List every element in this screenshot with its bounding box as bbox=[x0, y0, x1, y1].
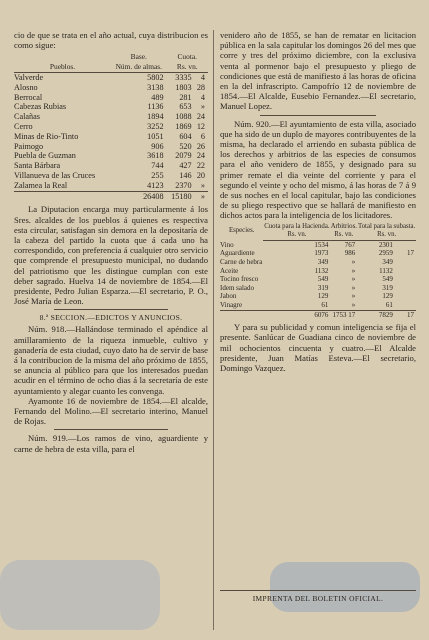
cell-name: Cabezas Rubias bbox=[14, 102, 67, 112]
total-subasta-cents: 17 bbox=[395, 310, 416, 319]
cell-almas: 3252 bbox=[147, 121, 164, 131]
cell-d bbox=[395, 284, 416, 293]
printer-imprint: IMPRENTA DEL BOLETIN OFICIAL. bbox=[220, 590, 416, 603]
cell-almas: 255 bbox=[151, 170, 164, 180]
total-almas: 26408 bbox=[111, 191, 166, 201]
cell-a: 1132 bbox=[314, 266, 329, 275]
cell-rs: 2370 bbox=[175, 180, 192, 190]
cell-name: Zalamea la Real bbox=[14, 180, 68, 190]
notice-918-signature: Ayamonte 16 de noviembre de 1854.—El alcalde, Fernando del Molino.—El secretario interino, Manuel de Rojas. bbox=[14, 395, 208, 427]
table-row bbox=[14, 93, 208, 103]
header-base: Base. bbox=[130, 52, 147, 62]
cell-b: » bbox=[351, 283, 356, 292]
cell-almas: 1051 bbox=[147, 131, 164, 141]
cell-name: Valverde bbox=[14, 73, 44, 82]
especies-rows bbox=[220, 240, 416, 310]
cell-name: Vino bbox=[220, 240, 234, 249]
cell-d bbox=[395, 275, 416, 284]
cell-a: 1534 bbox=[314, 240, 329, 249]
cell-b: » bbox=[351, 301, 356, 309]
cell-c: 24 bbox=[196, 151, 205, 161]
separator bbox=[54, 309, 168, 310]
cell-c: » bbox=[200, 180, 205, 190]
cell-almas: 744 bbox=[151, 161, 164, 171]
cell-name: Jabon bbox=[220, 292, 237, 301]
cell-c: 6 bbox=[200, 131, 205, 141]
cell-a: 1973 bbox=[314, 249, 329, 258]
cell-rs: 1803 bbox=[175, 82, 192, 92]
cell-almas: 906 bbox=[151, 141, 164, 151]
header-rs: Rs. vn. bbox=[167, 62, 208, 72]
cell-b: 767 bbox=[344, 240, 356, 249]
cell-a: 129 bbox=[317, 292, 329, 301]
cell-rs: 520 bbox=[179, 141, 192, 151]
especies-total-row bbox=[220, 310, 416, 319]
table-row bbox=[220, 240, 416, 249]
pueblos-total-row bbox=[14, 191, 208, 201]
cell-name: Villanueva de las Cruces bbox=[14, 170, 96, 180]
cell-c: 4 bbox=[200, 73, 205, 82]
table-row bbox=[220, 301, 416, 310]
cell-name: Aceite bbox=[220, 266, 239, 275]
cell-name: Aguardiente bbox=[220, 249, 255, 258]
diputacion-paragraph: La Diputacion encarga muy particularmente á los Sres. alcaldes de los pueblos á quienes es respectiva esta circular, satisfagan sin demora en la depositaría de la cabeza del partido la cuota que á cada uno ha correspondido, con preferencia á cualquier otro servicio que comprende el presupuesto municipal, no dudando del patriotismo que les distingue cumplan con este deber sagrado. Huelva 14 de noviembre de 1854.—El presidente, Pedro Julian Esparza.—El secretario, P. O., José María de Leon. bbox=[14, 204, 208, 307]
cell-a: 349 bbox=[317, 258, 329, 267]
header-rs-3: Rs. vn. bbox=[357, 231, 416, 240]
cell-rs: 604 bbox=[179, 131, 192, 141]
cell-name: Carne de hebra bbox=[220, 258, 263, 267]
header-especies: Especies. bbox=[228, 227, 255, 235]
ink-stain bbox=[270, 562, 420, 612]
notice-919-continued: venidero año de 1855, se han de rematar en licitacion pública en la sala capitular los domingos 26 del mes que corre y tres del próximo diciembre, con la exclusiva venta al pormenor bajo el presupuesto y pliego de condiciones que está de manifiesto á las horas de oficina en la del infrascripto. Campofrío 12 de noviembre de 1854.—El Alcalde, Eusebio Fernandez.—El secretario, Manuel Lopez. bbox=[220, 30, 416, 112]
table-row bbox=[14, 112, 208, 122]
cell-name: Calañas bbox=[14, 112, 40, 122]
publicity-paragraph: Y para su publicidad y comun inteligencia se fija el presente. Sanlúcar de Guadiana cinco de noviembre de mil ochocientos cincuenta y cuatro.—El Alcalde presidente, Juan Matías Esteva.—El secretario, Domingo Vazquez. bbox=[220, 322, 416, 373]
cell-name: Vinagre bbox=[220, 301, 243, 309]
notice-918: Núm. 918.—Hallándose terminado el apéndice al amillaramiento de la riqueza inmueble, cultivo y ganadería de esta ciudad, cuyo dato ha de servir de base á la contribucion de la misma del año próximo de 1855, se anuncia al público para que los interesados puedan acudir en el término de ocho dias á la secretaría de este ayuntamiento y alegar cuanto les convenga. bbox=[14, 324, 208, 396]
table-row bbox=[220, 249, 416, 258]
cell-rs: 427 bbox=[179, 161, 192, 171]
cell-name: Berrocal bbox=[14, 92, 43, 102]
header-total-subasta: Total para la subasta. bbox=[357, 222, 416, 230]
cell-c: 549 bbox=[382, 275, 393, 284]
table-row bbox=[220, 292, 416, 301]
total-subasta: 7829 bbox=[357, 310, 395, 319]
table-row bbox=[14, 83, 208, 93]
cell-name: Minas de Rio-Tinto bbox=[14, 131, 79, 141]
header-cuota: Cuota. bbox=[177, 52, 198, 62]
cell-c: 2959 bbox=[378, 249, 393, 258]
header-num-almas: Núm. de almas. bbox=[111, 62, 166, 72]
cell-d: 17 bbox=[407, 249, 414, 258]
right-column bbox=[220, 30, 416, 373]
cell-name: Santa Bárbara bbox=[14, 161, 61, 171]
pueblos-rows bbox=[14, 73, 208, 192]
ink-stain bbox=[0, 560, 160, 630]
table-row bbox=[14, 122, 208, 132]
header-pueblos: Pueblos. bbox=[14, 62, 111, 72]
cell-c: 319 bbox=[382, 283, 393, 292]
total-arbitrios: 1753 bbox=[332, 310, 347, 319]
cell-c: 12 bbox=[196, 121, 205, 131]
notice-920: Núm. 920.—El ayuntamiento de esta villa, asociado que ha sido de un duplo de mayores contribuyentes de la misma, ha declarado el arriendo en subasta pública de los derechos y arbitrios de las especies de consumos para el año venidero de 1855, y designado para su primer remate el dia veinte del corriente y para el segundo el veinte y ocho del mismo, á las horas de 7 á 9 de sus noches en el local capitular, bajo las condiciones de su pliego respectivo que se hallará de manifiesto en dichos actos para la inteligencia de los licitadores. bbox=[220, 118, 416, 221]
intro-text: cio de que se trata en el año actual, cuya distribucion es como sigue: bbox=[14, 30, 208, 51]
cell-a: 549 bbox=[317, 275, 329, 284]
cell-rs: 653 bbox=[179, 102, 192, 112]
column-divider bbox=[213, 30, 214, 630]
cell-c: » bbox=[200, 102, 205, 112]
total-cuota: 6076 bbox=[263, 310, 330, 319]
cell-c: 28 bbox=[196, 82, 205, 92]
table-row bbox=[14, 171, 208, 181]
total-rs: 15180 bbox=[167, 191, 195, 201]
notice-919: Núm. 919.—Los ramos de vino, aguardiente y carne de hebra de esta villa, para el bbox=[14, 433, 208, 454]
cell-c: 4 bbox=[200, 92, 205, 102]
cell-rs: 3335 bbox=[175, 73, 192, 82]
cell-a: 319 bbox=[317, 283, 329, 292]
cell-name: Puebla de Guzman bbox=[14, 151, 76, 161]
cell-c: 1132 bbox=[379, 266, 393, 275]
cell-c: 349 bbox=[382, 258, 393, 267]
cell-name: Paimogo bbox=[14, 141, 44, 151]
cell-d bbox=[395, 240, 416, 249]
cell-rs: 146 bbox=[179, 170, 192, 180]
cell-c: 2301 bbox=[378, 240, 393, 249]
total-arbitrios-cents: 17 bbox=[348, 310, 356, 319]
table-row bbox=[14, 142, 208, 152]
cell-almas: 1894 bbox=[147, 112, 164, 122]
cell-name: Tocino fresco bbox=[220, 275, 259, 284]
cell-name: Cerro bbox=[14, 121, 33, 131]
header-rs-2: Rs. vn. bbox=[330, 231, 357, 240]
cell-b: » bbox=[351, 275, 356, 284]
cell-rs: 1088 bbox=[175, 112, 192, 122]
left-column bbox=[14, 30, 208, 454]
table-row bbox=[220, 275, 416, 284]
cell-d bbox=[395, 258, 416, 267]
header-arbitrios: Arbitrios. bbox=[330, 222, 357, 230]
cell-almas: 4123 bbox=[147, 180, 164, 190]
table-row bbox=[14, 132, 208, 142]
table-row bbox=[14, 151, 208, 161]
header-rs-1: Rs. vn. bbox=[263, 231, 330, 240]
cell-almas: 1136 bbox=[147, 102, 164, 112]
separator bbox=[54, 429, 168, 430]
cell-b: » bbox=[351, 258, 356, 267]
cell-c: 129 bbox=[382, 292, 393, 301]
table-row bbox=[220, 284, 416, 293]
cell-d bbox=[395, 301, 416, 310]
cell-rs: 1869 bbox=[175, 121, 192, 131]
section-number: 8.ª bbox=[39, 313, 49, 323]
cell-c: 20 bbox=[196, 170, 205, 180]
cell-name: Alosno bbox=[14, 82, 38, 92]
cell-d bbox=[395, 292, 416, 301]
separator bbox=[260, 115, 376, 116]
cell-b: 986 bbox=[344, 249, 356, 258]
especies-table bbox=[220, 223, 416, 320]
cell-a: 61 bbox=[321, 301, 329, 309]
cell-c: 61 bbox=[385, 301, 393, 309]
cell-b: » bbox=[351, 266, 356, 275]
cell-d bbox=[395, 267, 416, 276]
cell-almas: 3618 bbox=[147, 151, 164, 161]
table-row bbox=[14, 161, 208, 171]
table-row bbox=[220, 267, 416, 276]
cell-rs: 2079 bbox=[175, 151, 192, 161]
cell-c: 24 bbox=[196, 112, 205, 122]
table-row bbox=[14, 181, 208, 191]
section-heading bbox=[14, 313, 208, 322]
cell-c: 26 bbox=[196, 141, 205, 151]
pueblos-table bbox=[14, 52, 208, 201]
cell-name: Idem salado bbox=[220, 283, 255, 292]
total-c: » bbox=[195, 191, 208, 201]
table-row bbox=[14, 102, 208, 112]
cell-almas: 3138 bbox=[147, 82, 164, 92]
table-row bbox=[220, 258, 416, 267]
cell-b: » bbox=[351, 292, 356, 301]
cell-c: 22 bbox=[196, 161, 205, 171]
cell-almas: 489 bbox=[151, 92, 164, 102]
cell-rs: 281 bbox=[179, 92, 192, 102]
cell-almas: 5802 bbox=[147, 73, 164, 82]
section-title: SECCION.—EDICTOS Y ANUNCIOS. bbox=[50, 313, 183, 323]
header-cuota-hacienda: Cuota para la Hacienda. bbox=[264, 222, 330, 230]
table-row bbox=[14, 73, 208, 83]
